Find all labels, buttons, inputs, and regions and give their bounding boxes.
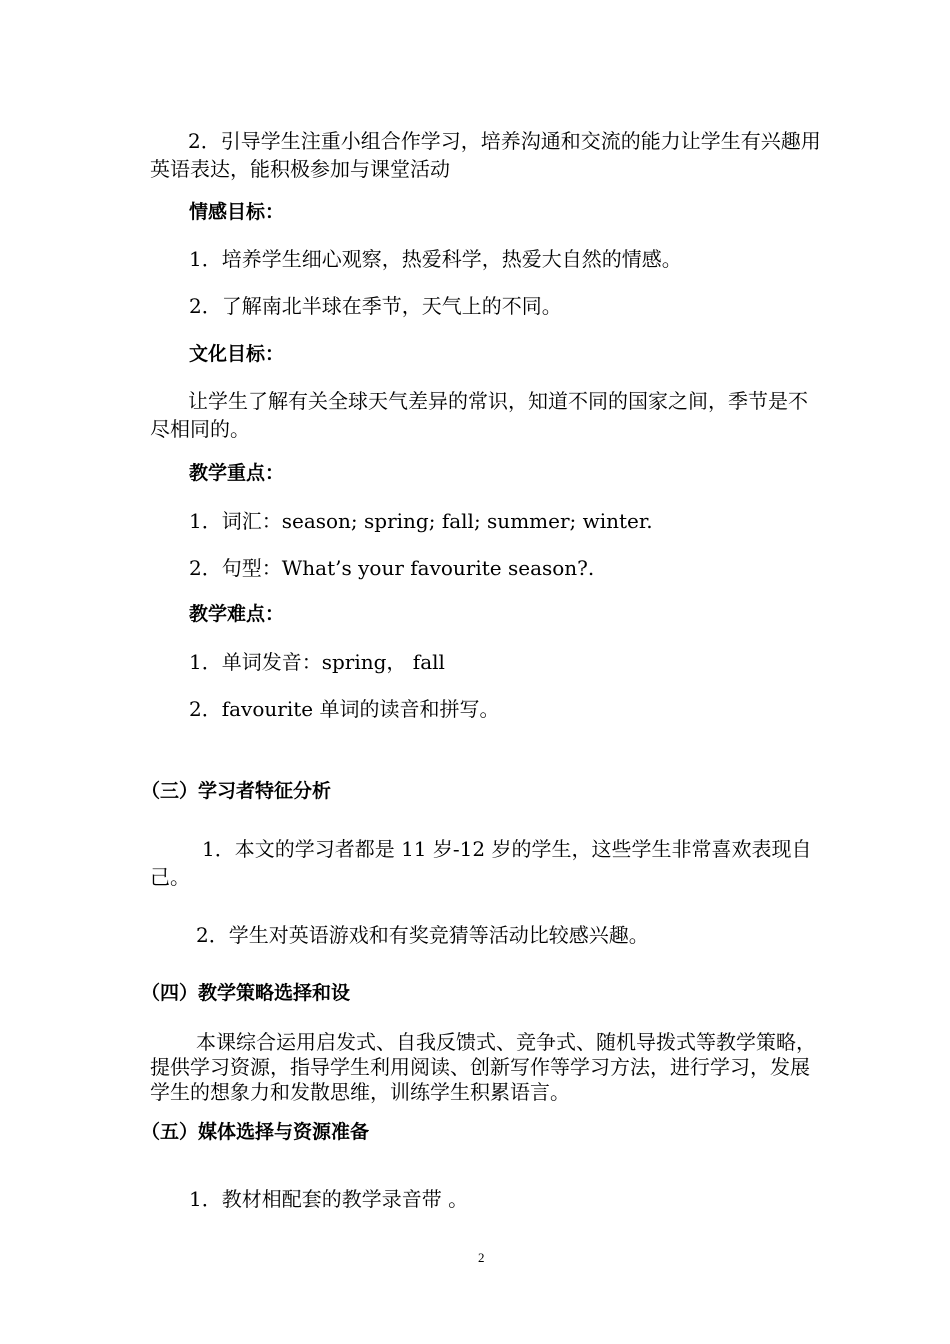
section-5-item-1: 1．教材相配套的教学录音带 。 — [189, 1187, 469, 1211]
key-point-1: 1．词汇：season; spring; fall; summer; winter. — [189, 509, 653, 533]
section-3-item-2: 2．学生对英语游戏和有奖竞猜等活动比较感兴趣。 — [196, 923, 649, 947]
section-5-heading: （五）媒体选择与资源准备 — [141, 1121, 370, 1143]
heading-culture-goals: 文化目标： — [189, 343, 285, 365]
section-4-paragraph: 本课综合运用启发式、自我反馈式、竞争式、随机导拨式等教学策略，提供学习资源，指导学生利用阅读、创新写作等学习方法，进行学习，发展学生的想象力和发散思维，训练学生积累语言。 — [150, 1030, 816, 1104]
difficulty-2: 2．favourite 单词的读音和拼写。 — [189, 697, 500, 721]
section-4-heading: （四）教学策略选择和设 — [141, 982, 351, 1004]
goal-item-2: 2．引导学生注重小组合作学习，培养沟通和交流的能力让学生有兴趣用英语表达，能积极参加与课堂活动 — [150, 129, 821, 181]
difficulty-1: 1．单词发音：spring， fall — [189, 650, 445, 674]
emotion-item-1: 1．培养学生细心观察，热爱科学，热爱大自然的情感。 — [189, 247, 682, 271]
culture-item: 让学生了解有关全球天气差异的常识，知道不同的国家之间，季节是不尽相同的。 — [150, 389, 808, 441]
key-point-2: 2．句型：What’s your favourite season?. — [189, 556, 595, 580]
heading-emotion-goals: 情感目标： — [189, 201, 285, 223]
emotion-item-2: 2．了解南北半球在季节，天气上的不同。 — [189, 294, 562, 318]
heading-teaching-difficulties: 教学难点： — [189, 603, 285, 625]
heading-teaching-key-points: 教学重点： — [189, 462, 285, 484]
section-3-item-1: 1．本文的学习者都是 11 岁-12 岁的学生，这些学生非常喜欢表现自己。 — [150, 837, 812, 889]
page-number: 2 — [478, 1250, 485, 1265]
section-3-heading: （三）学习者特征分析 — [141, 780, 332, 802]
